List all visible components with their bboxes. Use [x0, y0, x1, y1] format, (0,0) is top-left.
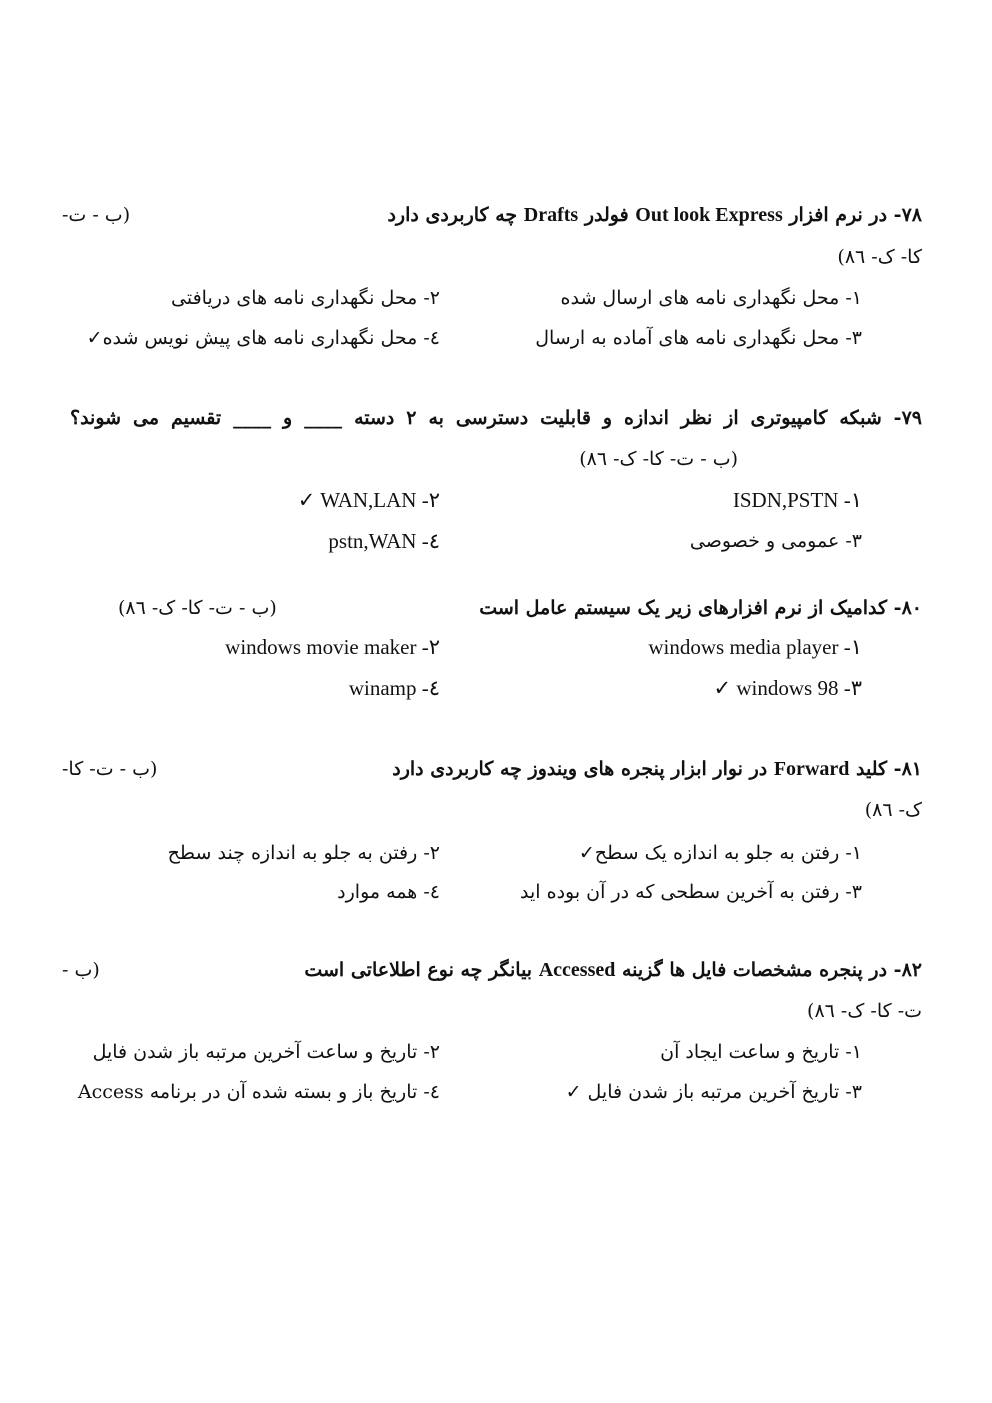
option-3: ✓ windows 98 -۳ — [713, 676, 862, 700]
question-text: فولدر — [584, 204, 629, 226]
question-text: کدامیک از نرم افزارهای زیر یک سیستم عامل است — [479, 597, 888, 619]
question-number: ۷۸ — [901, 204, 922, 226]
question-81-title: ۸۱- کلید Forward در نوار ابزار پنجره های ویندوز چه کاربردی دارد — [392, 758, 922, 780]
option-4: winamp -٤ — [348, 676, 440, 700]
source-tag: (ب - ت- — [62, 204, 131, 226]
question-number: ۸۲ — [901, 959, 922, 981]
option-1: ISDN,PSTN -۱ — [732, 488, 862, 512]
source-tag: (ب - ت- کا- ک- ۸٦) — [579, 448, 738, 470]
question-number: ۸۱ — [901, 758, 922, 780]
option-3: ۳- محل نگهداری نامه های آماده به ارسال — [535, 327, 862, 349]
question-80-title: ۸۰- کدامیک از نرم افزارهای زیر یک سیستم عامل است — [479, 597, 922, 619]
question-text: شبکه کامپیوتری از نظر اندازه و قابلیت دسترسی به ۲ دسته ____ و ____ تقسیم می شوند؟ — [70, 407, 882, 429]
option-2: ۲- تاریخ و ساعت آخرین مرتبه باز شدن فایل — [92, 1041, 440, 1063]
question-79-title: ۷۹- شبکه کامپیوتری از نظر اندازه و قابلیت دسترسی به ۲ دسته ____ و ____ تقسیم می شوند؟ — [70, 407, 922, 429]
option-1: ۱- محل نگهداری نامه های ارسال شده — [560, 287, 862, 309]
term-drafts: Drafts — [523, 204, 579, 226]
source-tag: (ب - ت- کا- — [62, 758, 158, 780]
question-text: کلید — [856, 758, 888, 780]
question-text: در پنجره مشخصات فایل ها گزینه — [621, 959, 888, 981]
option-2: ۲- رفتن به جلو به اندازه چند سطح — [167, 842, 440, 864]
option-3: ۳- تاریخ آخرین مرتبه باز شدن فایل ✓ — [565, 1081, 862, 1103]
source-tag-cont: ک- ۸٦) — [864, 799, 922, 821]
option-2: windows movie maker -۲ — [225, 635, 440, 659]
option-2: ✓ WAN,LAN -۲ — [297, 488, 440, 512]
option-1: ۱- تاریخ و ساعت ایجاد آن — [660, 1041, 862, 1063]
question-text: چه کاربردی دارد — [387, 204, 518, 226]
option-2: ۲- محل نگهداری نامه های دریافتی — [171, 287, 440, 309]
term-forward: Forward — [773, 758, 850, 780]
question-number: ۸۰ — [901, 597, 922, 619]
option-4: ٤- تاریخ باز و بسته شده آن در برنامه Access — [77, 1081, 440, 1103]
option-4: ٤- محل نگهداری نامه های پیش نویس شده✓ — [86, 327, 440, 349]
option-4: pstn,WAN -٤ — [328, 529, 440, 553]
question-82-title: ۸۲- در پنجره مشخصات فایل ها گزینه Accessed بیانگر چه نوع اطلاعاتی است — [304, 959, 922, 981]
option-1: windows media player -۱ — [648, 635, 862, 659]
option-4: ٤- همه موارد — [337, 881, 440, 903]
question-number: ۷۹ — [901, 407, 922, 429]
option-1: ۱- رفتن به جلو به اندازه یک سطح✓ — [578, 842, 862, 864]
option-3: ۳- رفتن به آخرین سطحی که در آن بوده اید — [520, 881, 862, 903]
option-3: ۳- عمومی و خصوصی — [689, 530, 862, 552]
source-tag: (ب - ت- کا- ک- ۸٦) — [118, 597, 277, 619]
question-78-title: ۷۸- در نرم افزار Out look Express فولدر Drafts چه کاربردی دارد — [387, 204, 922, 226]
source-tag: (ب - — [62, 959, 100, 981]
source-tag-cont: کا- ک- ۸٦) — [837, 246, 922, 268]
term-outlook-express: Out look Express — [635, 204, 783, 226]
term-accessed: Accessed — [538, 959, 616, 981]
source-tag-cont: ت- کا- ک- ۸٦) — [807, 1000, 922, 1022]
question-text: در نوار ابزار پنجره های ویندوز چه کاربردی دارد — [392, 758, 768, 780]
question-text: در نرم افزار — [789, 204, 888, 226]
question-text: بیانگر چه نوع اطلاعاتی است — [304, 959, 533, 981]
